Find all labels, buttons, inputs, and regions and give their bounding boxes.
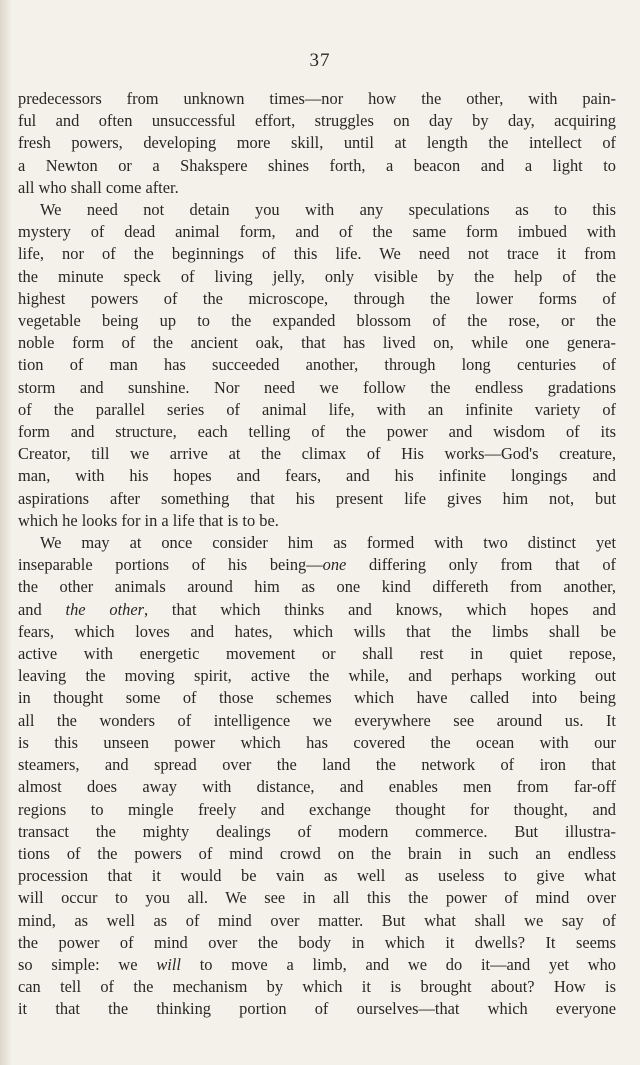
page-edge-shadow [0, 0, 12, 1065]
text-line: almost does away with distance, and enables men from far-off [18, 777, 616, 797]
paragraph-3 [18, 532, 616, 1020]
text-line: aspirations after something that his present life gives him not, but [18, 488, 616, 508]
text-line [18, 954, 616, 976]
text-line: storm and sunshine. Nor need we follow the endless gradations [18, 377, 616, 397]
text-line: noble form of the ancient oak, that has lived on, while one genera- [18, 333, 616, 353]
text-fragment: inseparable portions of his being— [18, 555, 323, 575]
text-line: the power of mind over the body in which it dwells? It seems [18, 932, 616, 952]
text-line: fears, which loves and hates, which wills that the limbs shall be [18, 621, 616, 641]
text-line: transact the mighty dealings of modern commerce. But illustra- [18, 821, 616, 841]
text-line: in thought some of those schemes which have called into being [18, 688, 616, 708]
text-line: steamers, and spread over the land the network of iron that [18, 755, 616, 775]
text-fragment: and [18, 599, 66, 619]
text-line: active with energetic movement or shall rest in quiet repose, [18, 644, 616, 664]
text-line: mind, as well as of mind over matter. But what shall we say of [18, 910, 616, 930]
text-line: which he looks for in a life that is to be. [18, 510, 279, 530]
page-number: 37 [309, 50, 331, 71]
text-line: is this unseen power which has covered the ocean with our [18, 732, 616, 752]
text-line: We may at once consider him as formed with two distinct yet [40, 533, 616, 553]
text-fragment: differing only from that of [346, 555, 616, 575]
text-line: it that the thinking portion of ourselves—that which everyone [18, 999, 616, 1019]
text-fragment: so simple: we [18, 954, 157, 974]
text-line [18, 554, 616, 576]
text-fragment: , that which thinks and knows, which hopes and [143, 599, 616, 619]
paragraph-2 [18, 199, 616, 532]
text-line: ful and often unsuccessful effort, struggles on day by day, acquiring [18, 111, 616, 131]
text-line: tion of man has succeeded another, through long centuries of [18, 355, 616, 375]
text-line: all who shall come after. [18, 177, 179, 197]
text-line [18, 599, 616, 621]
text-line: highest powers of the microscope, through the lower forms of [18, 288, 616, 308]
italic-word: will [156, 954, 181, 974]
text-line: can tell of the mechanism by which it is brought about? How is [18, 977, 616, 997]
text-line: regions to mingle freely and exchange thought for thought, and [18, 799, 616, 819]
text-line: We need not detain you with any speculations as to this [40, 200, 616, 220]
text-line: a Newton or a Shakspere shines forth, a beacon and a light to [18, 155, 616, 175]
text-line: form and structure, each telling of the power and wisdom of its [18, 422, 616, 442]
italic-phrase: the other [65, 599, 144, 619]
body-text [18, 88, 616, 1021]
text-line: the other animals around him as one kind differeth from another, [18, 577, 616, 597]
text-line: procession that it would be vain as well as useless to give what [18, 866, 616, 886]
text-line: of the parallel series of animal life, with an infinite variety of [18, 399, 616, 419]
text-line: predecessors from unknown times—nor how the other, with pain- [18, 89, 616, 108]
paragraph-1 [18, 88, 616, 199]
italic-word: one [322, 555, 347, 575]
text-line: vegetable being up to the expanded blossom of the rose, or the [18, 311, 616, 331]
text-line: fresh powers, developing more skill, until at length the intellect of [18, 133, 616, 153]
text-line: mystery of dead animal form, and of the same form imbued with [18, 222, 616, 242]
text-line: the minute speck of living jelly, only visible by the help of the [18, 266, 616, 286]
text-line: will occur to you all. We see in all this the power of mind over [18, 888, 616, 908]
text-line: Creator, till we arrive at the climax of His works—God's creature, [18, 444, 616, 464]
text-line: man, with his hopes and fears, and his infinite longings and [18, 466, 616, 486]
text-line: tions of the powers of mind crowd on the brain in such an endless [18, 843, 616, 863]
text-fragment: to move a limb, and we do it—and yet who [180, 954, 616, 974]
text-line: life, nor of the beginnings of this life. We need not trace it from [18, 244, 616, 264]
text-line: all the wonders of intelligence we everywhere see around us. It [18, 710, 616, 730]
text-line: leaving the moving spirit, active the while, and perhaps working out [18, 666, 616, 686]
